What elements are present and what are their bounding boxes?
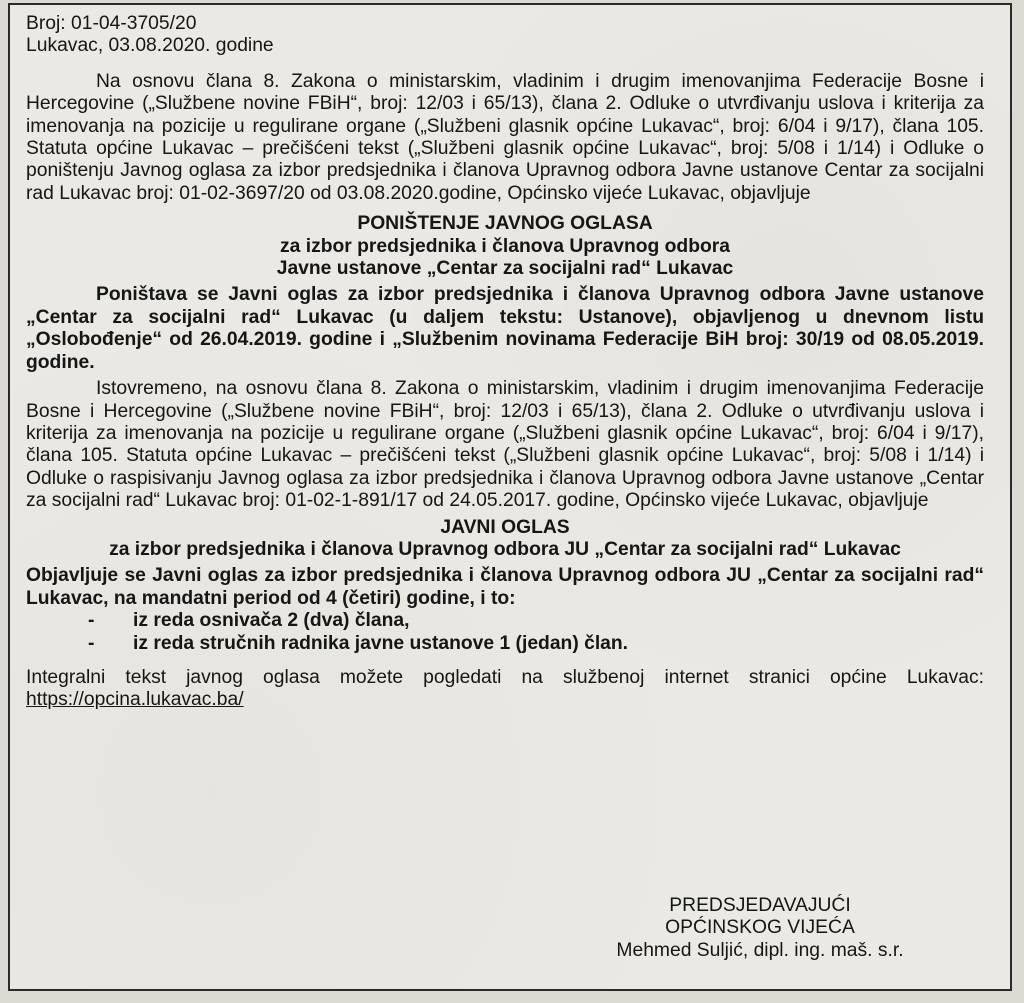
list-item [26,610,984,632]
cancellation-title-line2: za izbor predsjednika i članova Upravnog odbora [280,235,730,257]
member-list [26,610,984,655]
notice-content [26,13,984,712]
public-notice-title-line2: za izbor predsjednika i članova Upravnog odbora JU „Centar za socijalni rad“ Lukavac [109,538,901,560]
signature-council: OPĆINSKOG VIJEĆA [665,917,855,939]
cancellation-paragraph: Poništava se Javni oglas za izbor predsjednika i članova Upravnog odbora Javne ustanove „Centar za socijalni rad“ Lukavac (u daljem tekstu: Ustanove), objavljenog u dnevnom listu „Oslobođenje“ od 26.04.2019. godine i „Službenim novinama Federacije BiH broj: 30/19 od 08.05.2019. godine. [26,284,984,373]
list-dash: - [88,610,95,632]
cancellation-title-line1: PONIŠTENJE JAVNOG OGLASA [357,213,653,235]
list-item [26,633,984,655]
notice-sheet [8,3,1012,991]
cancellation-title [26,213,984,280]
document-place-date: Lukavac, 03.08.2020. godine [26,35,274,57]
integral-text: Integralni tekst javnog oglasa možete pogledati na službenoj internet stranici općine Lukavac: [26,666,984,688]
simultaneous-paragraph: Istovremeno, na osnovu člana 8. Zakona o ministarskim, vladinim i drugim imenovanjima Federacije Bosne i Hercegovine („Službene novine FBiH“, broj: 12/03 i 65/13), člana 2. Odluke o utvrđivanju uslova i kriterija za imenovanja na pozicije u regulirane organe („Službeni glasnik općine Lukavac“, broj: 6/04 i 9/17), člana 105. Statuta općine Lukavac – prečišćeni tekst („Službeni glasnik općine Lukavac“, broj: 5/08 i 1/14) i Odluke o raspisivanju Javnog oglasa za izbor predsjednika i članova Upravnog odbora Javne ustanove „Centar za socijalni rad“ Lukavac broj: 01-02-1-891/17 od 24.05.2017. godine, Općinsko vijeće Lukavac, objavljuje [26,378,984,512]
public-notice-title [26,517,984,562]
municipality-link[interactable]: https://opcina.lukavac.ba/ [26,689,244,711]
intro-paragraph: Na osnovu člana 8. Zakona o ministarskim, vladinim i drugim imenovanjima Federacije Bosne i Hercegovine („Službene novine FBiH“, broj: 12/03 i 65/13), člana 2. Odluke o utvrđivanju uslova i kriterija za imenovanja na pozicije u regulirane organe („Službeni glasnik općine Lukavac“, broj: 6/04 i 9/17), člana 105. Statuta općine Lukavac – prečišćeni tekst („Službeni glasnik općine Lukavac“, broj: 5/08 i 1/14) i Odluke o poništenju Javnog oglasa za izbor predsjednika i članova Upravnog odbora Javne ustanove Centar za socijalni rad Lukavac broj: 01-02-3697/20 od 03.08.2020.godine, Općinsko vijeće Lukavac, objavljuje [26,70,984,204]
url-line [26,689,984,711]
list-item-text: iz reda stručnih radnika javne ustanove 1 (jedan) član. [133,632,629,654]
cancellation-title-line3: Javne ustanove „Centar za socijalni rad“ Lukavac [276,258,734,280]
document-number: Broj: 01-04-3705/20 [26,13,197,34]
signature-block [610,895,910,962]
public-notice-paragraph: Objavljuje se Javni oglas za izbor predsjednika i članova Upravnog odbora JU „Centar za socijalni rad“ Lukavac, na mandatni period od 4 (četiri) godine, i to: [26,565,984,609]
list-dash: - [88,632,95,654]
signature-name: Mehmed Suljić, dipl. ing. maš. s.r. [616,939,904,961]
list-item-text: iz reda osnivača 2 (dva) člana, [133,610,410,632]
public-notice-title-line1: JAVNI OGLAS [440,516,570,538]
signature-title: PREDSJEDAVAJUĆI [669,895,851,916]
